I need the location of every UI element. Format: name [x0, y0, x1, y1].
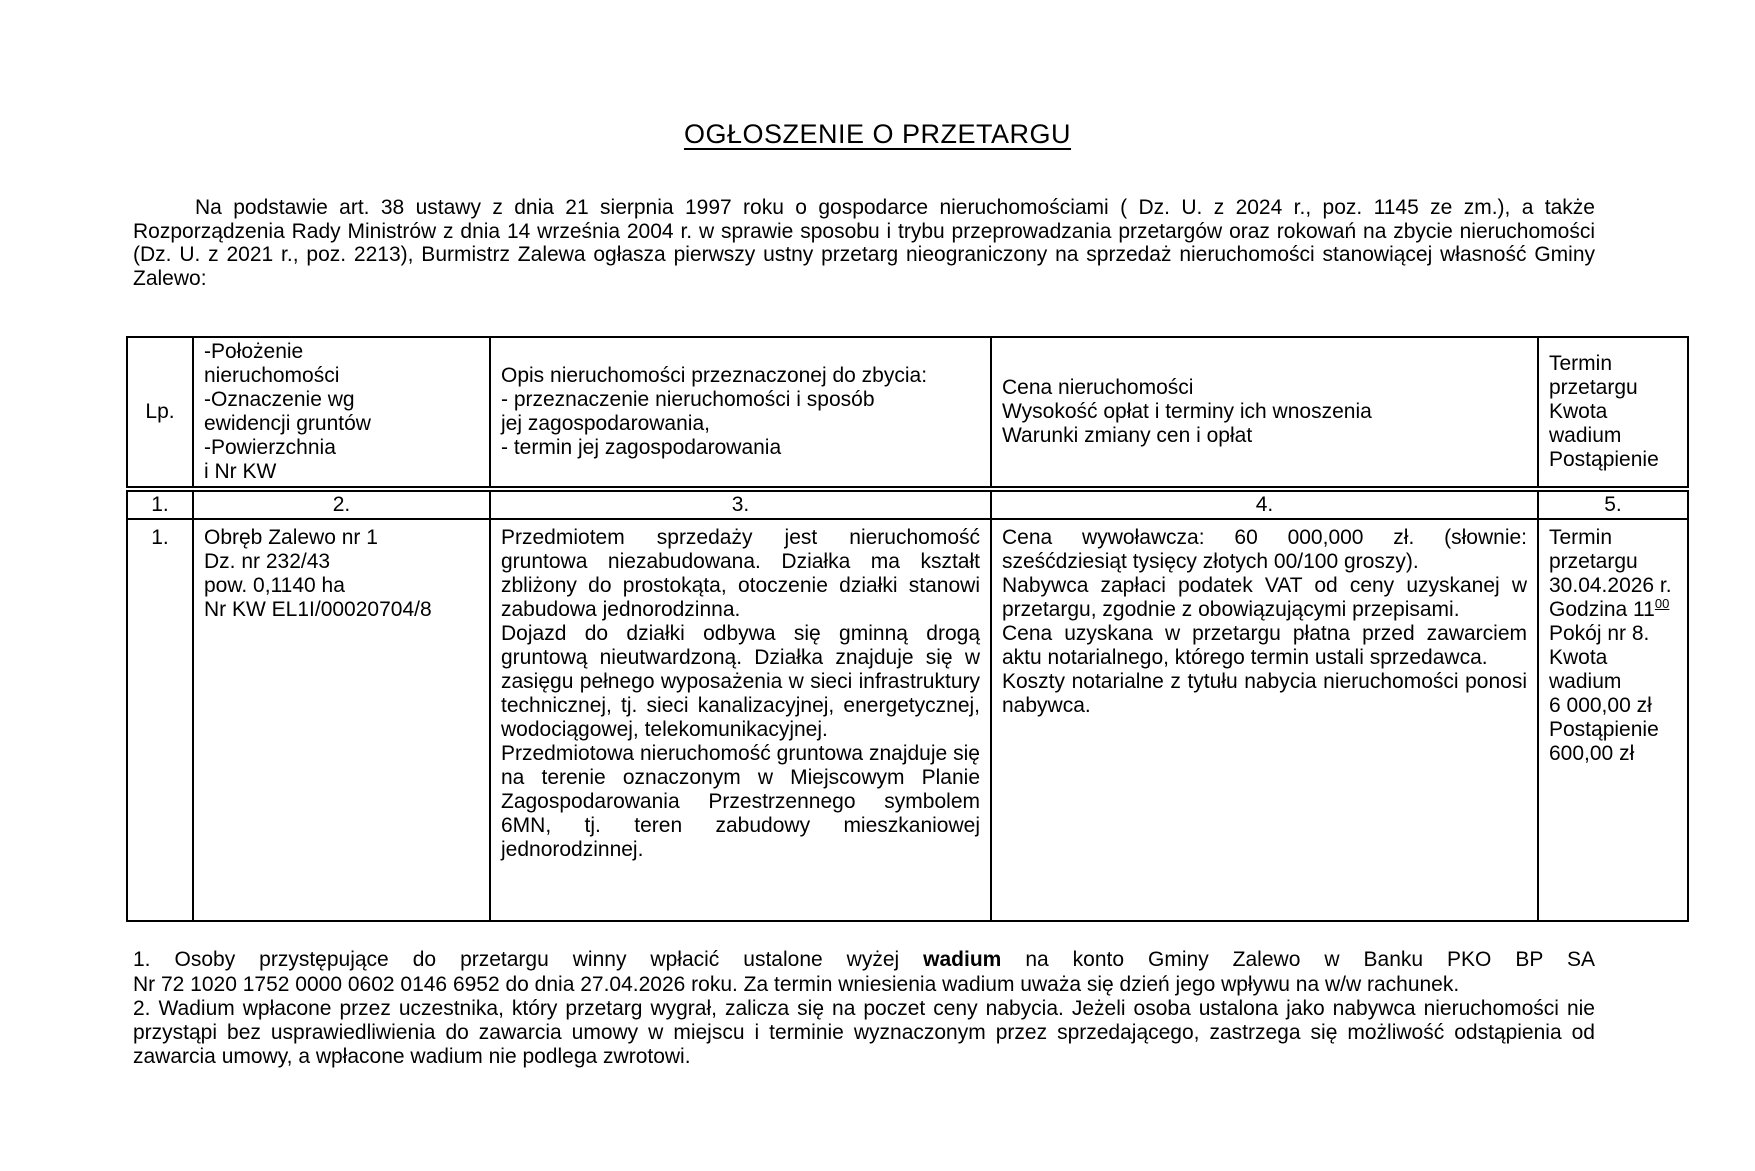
column-number-2: 2.: [193, 489, 490, 519]
text-line: Cena wywoławcza: 60 000,000 zł. (słownie: sześćdziesiąt tysięcy złotych 00/100 groszy).: [1002, 526, 1527, 574]
text-line: Dojazd do działki odbywa się gminną drogą gruntową nieutwardzoną. Działka znajduje się w zasięgu pełnego wyposażenia w sieci infrastruktury technicznej, tj. sieci kanalizacyjnej, energetycznej, wodociągowej, telekomunikacyjnej.: [501, 622, 980, 742]
text-line: Nabywca zapłaci podatek VAT od ceny uzyskanej w przetargu, zgodnie z obowiązującymi przepisami.: [1002, 574, 1527, 622]
header-cell-lp: Lp.: [127, 337, 193, 489]
cell-term: [1538, 519, 1688, 921]
tender-table: [126, 336, 1689, 922]
text-line: Warunki zmiany cen i opłat: [1002, 424, 1253, 448]
note-1-text-pre: 1. Osoby przystępujące do przetargu winny wpłacić ustalone wyżej: [133, 948, 924, 972]
note-1-wadium-bold: wadium: [923, 948, 1002, 972]
text-line: Kwota: [1549, 400, 1608, 424]
text-line: Pokój nr 8.: [1549, 622, 1650, 646]
page-title: OGŁOSZENIE O PRZETARGU: [683, 119, 1072, 149]
text-line: Przedmiotowa nieruchomość gruntowa znajduje się na terenie oznaczonym w Miejscowym Planie Zagospodarowania Przestrzennego symbolem 6MN, tj. teren zabudowy mieszkaniowej jednorodzinnej.: [501, 742, 980, 862]
text-line: 600,00 zł: [1549, 742, 1635, 766]
document-page: [0, 118, 1755, 1171]
text-line: Opis nieruchomości przeznaczonej do zbycia:: [501, 364, 928, 388]
note-1-text-post: na konto Gminy Zalewo w Banku PKO BP SA: [1001, 948, 1595, 972]
term-time-superscript: 00: [1654, 596, 1670, 612]
text-line: pow. 0,1140 ha: [204, 574, 345, 598]
text-line: Postąpienie: [1549, 448, 1659, 472]
cell-description: [490, 519, 991, 921]
header-cell-price: [991, 337, 1538, 489]
text-line: -Powierzchnia: [204, 436, 336, 460]
column-number-row: [127, 489, 1688, 519]
cell-price: [991, 519, 1538, 921]
text-line: wadium: [1549, 424, 1622, 448]
notes-section: [133, 948, 1595, 1069]
text-line: Dz. nr 232/43: [204, 550, 331, 574]
text-line: Termin: [1549, 352, 1613, 376]
text-line: Termin: [1549, 526, 1613, 550]
column-number-5: 5.: [1538, 489, 1688, 519]
note-1-line-1: [133, 948, 1595, 972]
term-lines-after: [1549, 622, 1677, 766]
header-cell-location: [193, 337, 490, 489]
text-line: Obręb Zalewo nr 1: [204, 526, 378, 550]
text-line: -Położenie: [204, 340, 304, 364]
table-header-row: [127, 337, 1688, 489]
note-paragraph-1: [133, 948, 1595, 996]
text-line: Postąpienie: [1549, 718, 1659, 742]
text-line: przetargu: [1549, 550, 1638, 574]
text-line: wadium: [1549, 670, 1622, 694]
note-paragraph-2: 2. Wadium wpłacone przez uczestnika, który przetarg wygrał, zalicza się na poczet ceny nabycia. Jeżeli osoba ustalona jako nabywca nieruchomości nie przystąpi bez usprawiedliwienia do zawarcia umowy w miejscu i terminie wyznaczonym przez sprzedającego, zastrzega się możliwość odstąpienia od zawarcia umowy, a wpłacone wadium nie podlega zwrotowi.: [133, 996, 1595, 1069]
text-line: Nr KW EL1I/00020704/8: [204, 598, 432, 622]
text-line: 30.04.2026 r.: [1549, 574, 1672, 598]
column-number-1: 1.: [127, 489, 193, 519]
term-time-label: Godzina 11: [1549, 598, 1655, 622]
text-line: ewidencji gruntów: [204, 412, 371, 436]
text-line: przetargu: [1549, 376, 1638, 400]
text-line: i Nr KW: [204, 460, 277, 484]
note-1-line-2: Nr 72 1020 1752 0000 0602 0146 6952 do dnia 27.04.2026 roku. Za termin wniesienia wadium uważa się dzień jego wpływu na w/w rachunek.: [133, 972, 1460, 996]
cell-location: [193, 519, 490, 921]
text-line: Wysokość opłat i terminy ich wnoszenia: [1002, 400, 1372, 424]
text-line: jej zagospodarowania,: [501, 412, 710, 436]
intro-paragraph: Na podstawie art. 38 ustawy z dnia 21 sierpnia 1997 roku o gospodarce nieruchomościami ( Dz. U. z 2024 r., poz. 1145 ze zm.), a także Rozporządzenia Rady Ministrów z dnia 14 września 2004 r. w sprawie sposobu i trybu przeprowadzania przetargów oraz rokowań na zbycie nieruchomości (Dz. U. z 2021 r., poz. 2213), Burmistrz Zalewa ogłasza pierwszy ustny przetarg nieograniczony na sprzedaż nieruchomości stanowiącej własność Gminy Zalewo:: [133, 196, 1595, 290]
header-cell-term: [1538, 337, 1688, 489]
header-cell-description: [490, 337, 991, 489]
text-line: Koszty notarialne z tytułu nabycia nieruchomości ponosi nabywca.: [1002, 670, 1527, 718]
text-line: 6 000,00 zł: [1549, 694, 1652, 718]
term-time-line: [1549, 598, 1677, 622]
text-line: - termin jej zagospodarowania: [501, 436, 782, 460]
text-line: -Oznaczenie wg: [204, 388, 355, 412]
column-number-3: 3.: [490, 489, 991, 519]
text-line: Cena uzyskana w przetargu płatna przed zawarciem aktu notarialnego, którego termin ustali sprzedawca.: [1002, 622, 1527, 670]
column-number-4: 4.: [991, 489, 1538, 519]
term-lines-before: [1549, 526, 1677, 598]
table-data-row: [127, 519, 1688, 921]
text-line: Cena nieruchomości: [1002, 376, 1194, 400]
text-line: Przedmiotem sprzedaży jest nieruchomość gruntowa niezabudowana. Działka ma kształt zbliżony do prostokąta, otoczenie działki stanowi zabudowa jednorodzinna.: [501, 526, 980, 622]
text-line: nieruchomości: [204, 364, 340, 388]
cell-lp: 1.: [127, 519, 193, 921]
text-line: Kwota: [1549, 646, 1608, 670]
text-line: - przeznaczenie nieruchomości i sposób: [501, 388, 875, 412]
